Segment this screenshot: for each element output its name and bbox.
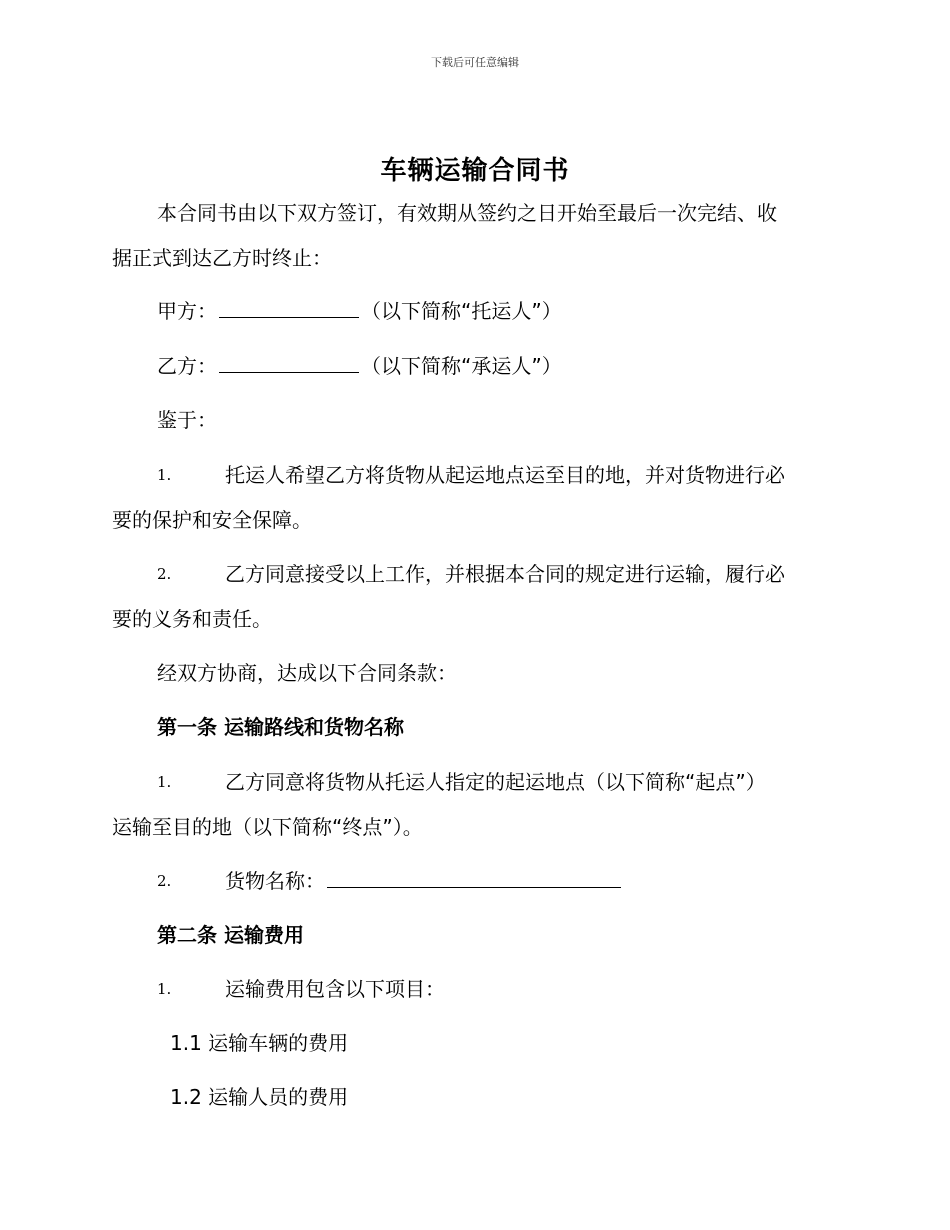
whereas-item-1-number: 1. — [157, 466, 172, 484]
party-a-blank[interactable] — [219, 297, 359, 318]
intro-line-1: 本合同书由以下双方签订，有效期从签约之日开始至最后一次完结、收 — [157, 201, 777, 225]
document-title: 车辆运输合同书 — [380, 156, 570, 186]
party-b-suffix: （以下简称“承运人”） — [361, 354, 562, 378]
goods-name-label: 货物名称： — [225, 869, 325, 893]
whereas-label: 鉴于： — [157, 408, 217, 432]
whereas-item-2-line-2: 要的义务和责任。 — [112, 607, 272, 631]
party-b-label: 乙方： — [157, 354, 217, 378]
article-1-heading: 第一条 运输路线和货物名称 — [157, 715, 404, 739]
article-2-item-1-number: 1. — [157, 980, 172, 998]
goods-name-blank[interactable] — [327, 867, 621, 888]
party-a-suffix: （以下简称“托运人”） — [361, 299, 562, 323]
header-note: 下载后可任意编辑 — [431, 56, 519, 69]
whereas-item-2-number: 2. — [157, 565, 172, 583]
party-b-line — [157, 352, 562, 380]
party-b-blank[interactable] — [219, 352, 359, 373]
article-1-item-1-line-1: 乙方同意将货物从托运人指定的起运地点（以下简称“起点”） — [225, 770, 766, 794]
whereas-item-1-line-1: 托运人希望乙方将货物从起运地点运至目的地，并对货物进行必 — [225, 463, 785, 487]
article-1-item-1-number: 1. — [157, 773, 172, 791]
article-2-sub-item-2: 1.2 运输人员的费用 — [170, 1085, 349, 1109]
whereas-item-2-line-1: 乙方同意接受以上工作，并根据本合同的规定进行运输，履行必 — [225, 562, 785, 586]
article-1-item-1-line-2: 运输至目的地（以下简称“终点”）。 — [112, 815, 423, 839]
agreement-intro: 经双方协商，达成以下合同条款： — [157, 661, 457, 685]
party-a-label: 甲方： — [157, 299, 217, 323]
article-2-item-1-text: 运输费用包含以下项目： — [225, 977, 445, 1001]
goods-name-line — [225, 867, 623, 895]
article-2-sub-item-1: 1.1 运输车辆的费用 — [170, 1031, 349, 1055]
article-1-item-2-number: 2. — [157, 872, 172, 890]
article-2-heading: 第二条 运输费用 — [157, 923, 304, 947]
intro-line-2: 据正式到达乙方时终止： — [112, 246, 332, 270]
party-a-line — [157, 297, 562, 325]
whereas-item-1-line-2: 要的保护和安全保障。 — [112, 508, 312, 532]
